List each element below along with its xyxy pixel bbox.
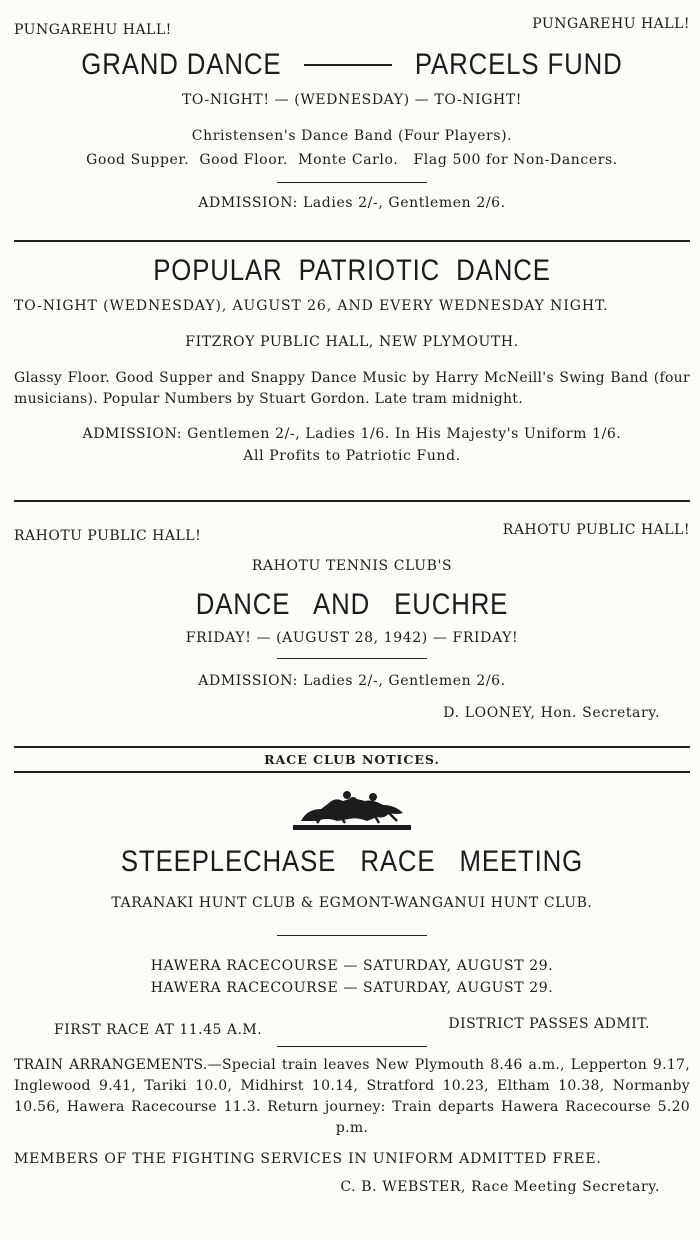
ad1-title-left: GRAND DANCE: [81, 48, 282, 81]
ad4-title: STEEPLECHASE RACE MEETING: [120, 845, 584, 878]
ad-grand-dance: [14, 0, 690, 240]
racehorse-icon: [287, 787, 417, 833]
ad4-clubs: TARANAKI HUNT CLUB & EGMONT-WANGANUI HUNT CLUB.: [111, 895, 593, 911]
ad1-title-right: PARCELS FUND: [414, 48, 623, 81]
ad2-profits: All Profits to Patriotic Fund.: [243, 448, 461, 464]
ad2-admission: ADMISSION: Gentlemen 2/-, Ladies 1/6. In His Majesty's Uniform 1/6.: [82, 426, 622, 442]
ad-dance-euchre: [14, 502, 690, 746]
ad4-date-line-2: HAWERA RACECOURSE — SATURDAY, AUGUST 29.: [150, 980, 554, 996]
ad2-when: TO-NIGHT (WEDNESDAY), AUGUST 26, AND EVERY WEDNESDAY NIGHT.: [14, 298, 609, 314]
ad2-title: POPULAR PATRIOTIC DANCE: [153, 254, 551, 287]
venue-right: RAHOTU PUBLIC HALL!: [502, 522, 690, 538]
ad1-amenities: Good Supper. Good Floor. Monte Carlo. Flag 500 for Non-Dancers.: [86, 152, 618, 168]
divider: [277, 1046, 427, 1047]
ad3-club: RAHOTU TENNIS CLUB'S: [251, 558, 453, 574]
ad3-secretary: D. LOONEY, Hon. Secretary.: [443, 705, 660, 721]
ad1-when: TO-NIGHT! — (WEDNESDAY) — TO-NIGHT!: [181, 92, 523, 108]
ad-steeplechase: [14, 787, 690, 1197]
ad2-details: Glassy Floor. Good Supper and Snappy Dance Music by Harry McNeill's Swing Band (four musicians). Popular Numbers by Stuart Gordon. Late tram midnight.: [14, 370, 690, 407]
venue-left: RAHOTU PUBLIC HALL!: [14, 528, 202, 544]
divider: [277, 658, 427, 659]
venue-right: PUNGAREHU HALL!: [532, 16, 690, 32]
section-divider: [14, 746, 690, 748]
venue-left: PUNGAREHU HALL!: [14, 22, 172, 38]
ad4-secretary: C. B. WEBSTER, Race Meeting Secretary.: [340, 1179, 660, 1195]
ad4-train: TRAIN ARRANGEMENTS.—Special train leaves New Plymouth 8.46 a.m., Lepperton 9.17, Inglewood 9.41, Tariki 10.0, Midhirst 10.14, Stratford 10.23, Eltham 10.38, Normanby 10.56, Hawera Racecourse 11.3. Return journey: Train departs Hawera Racecourse 5.20 p.m.: [14, 1057, 690, 1136]
ad3-admission: ADMISSION: Ladies 2/-, Gentlemen 2/6.: [198, 673, 506, 689]
title-dash: [304, 64, 392, 66]
ad4-members: MEMBERS OF THE FIGHTING SERVICES IN UNIFORM ADMITTED FREE.: [14, 1151, 602, 1167]
divider: [277, 182, 427, 183]
ad1-admission: ADMISSION: Ladies 2/-, Gentlemen 2/6.: [198, 195, 506, 211]
ad3-when: FRIDAY! — (AUGUST 28, 1942) — FRIDAY!: [185, 630, 519, 646]
ad4-date-line-1: HAWERA RACECOURSE — SATURDAY, AUGUST 29.: [150, 958, 554, 974]
ad2-venue: FITZROY PUBLIC HALL, NEW PLYMOUTH.: [185, 334, 519, 350]
race-club-heading: RACE CLUB NOTICES.: [264, 752, 440, 767]
ad3-title: DANCE AND EUCHRE: [195, 588, 509, 621]
ad-patriotic-dance: [14, 254, 690, 500]
divider: [277, 935, 427, 936]
ad1-band: Christensen's Dance Band (Four Players).: [191, 128, 513, 144]
section-divider: [14, 771, 690, 773]
ad4-passes: DISTRICT PASSES ADMIT.: [448, 1016, 650, 1032]
ad4-first-race: FIRST RACE AT 11.45 A.M.: [54, 1022, 263, 1038]
section-divider: [14, 240, 690, 242]
